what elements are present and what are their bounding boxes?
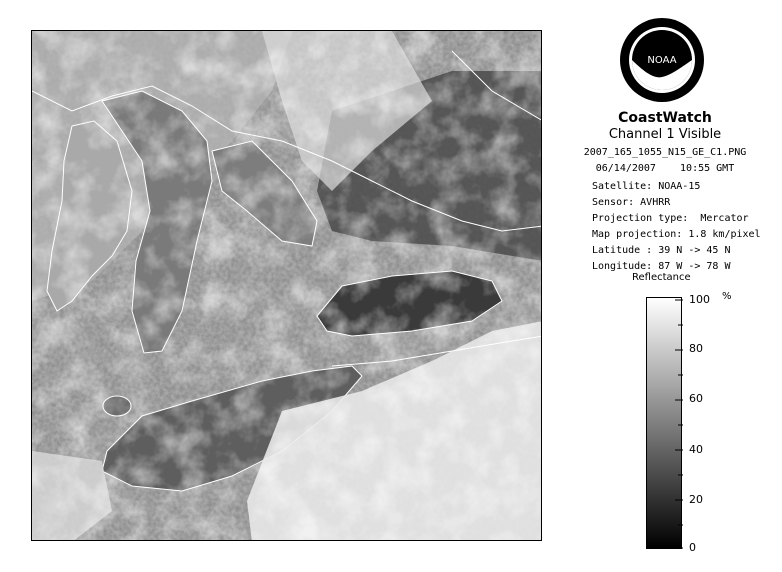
colorbar-tick-label: 60 [689, 392, 703, 405]
product-title: CoastWatch [618, 110, 712, 126]
colorbar-tick-label: 20 [689, 493, 703, 506]
colorbar-tick-label: 100 [689, 293, 710, 306]
projection-type-label: Projection type: Mercator [592, 213, 749, 224]
file-name: 2007_165_1055_N15_GE_C1.PNG [583, 147, 747, 158]
colorbar-tick-label: 40 [689, 443, 703, 456]
map-projection-label: Map projection: 1.8 km/pixel [592, 229, 761, 240]
latitude-label: Latitude : 39 N -> 45 N [592, 245, 731, 256]
noaa-logo [619, 17, 705, 103]
colorbar-tick-label: 80 [689, 342, 703, 355]
cloud-texture [32, 31, 542, 541]
satellite-label: Satellite: NOAA-15 [592, 181, 701, 192]
logo-text: NOAA [647, 55, 677, 66]
noaa-logo-icon [619, 17, 705, 103]
colorbar-tick-label: 0 [689, 541, 696, 554]
satellite-image [31, 30, 542, 541]
satellite-image-canvas [32, 31, 542, 541]
longitude-label: Longitude: 87 W -> 78 W [592, 261, 731, 272]
color-bar [646, 297, 682, 549]
channel-name: Channel 1 Visible [608, 127, 722, 142]
sensor-label: Sensor: AVHRR [592, 197, 671, 208]
legend-title: Reflectance [632, 272, 691, 283]
color-bar-ticks [647, 298, 683, 550]
acquisition-datetime: 06/14/2007 10:55 GMT [595, 163, 735, 174]
legend-unit: % [722, 291, 732, 302]
